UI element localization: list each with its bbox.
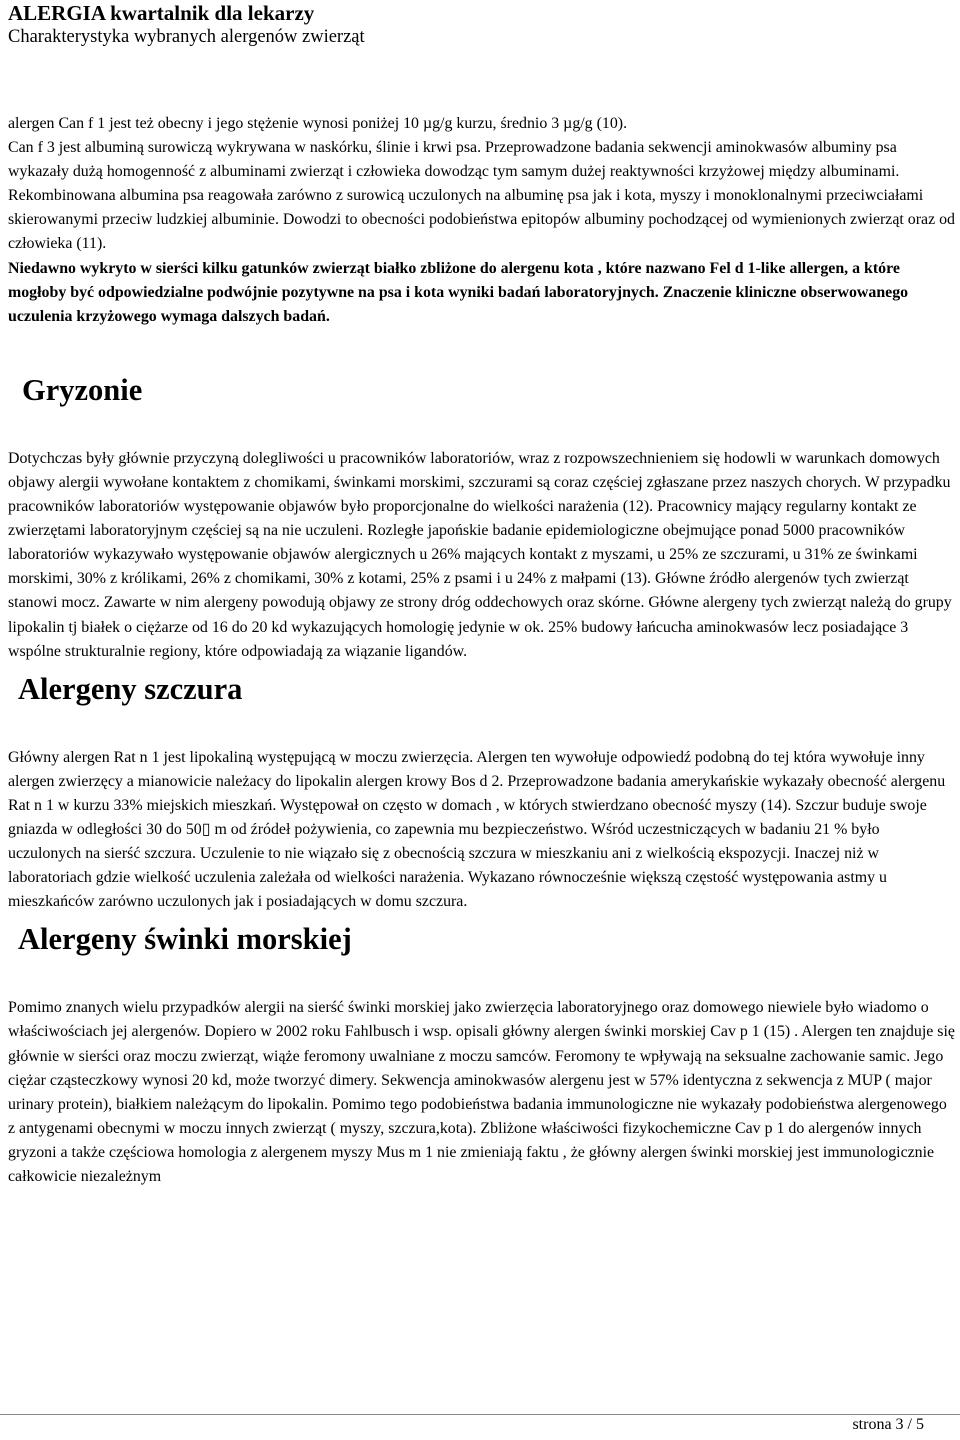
page-header — [8, 2, 952, 49]
heading-alergeny-swinki-morskiej: Alergeny świnki morskiej — [18, 922, 352, 957]
paragraph-alergeny-szczura: Główny alergen Rat n 1 jest lipokaliną występującą w moczu zwierzęcia. Alergen ten wywołuje odpowiedź podobną do tej która wywołuje inny alergen zwierzęcy a mianowicie należacy do lipokalin alergen krowy Bos d 2. Przeprowadzone badania amerykańskie wykazały obecność alergenu Rat n 1 w kurzu 33% miejskich mieszkań. Występował on często w domach , w których stwierdzano obecność myszy (14). Szczur buduje swoje gniazda w odległości 30 do 50▯ m od źródeł pożywienia, co zapewnia mu bezpieczeństwo. Wśród uczestniczących w badaniu 21 % było uczulonych na sierść szczura. Uczulenie to nie wiązało się z obecnością szczura w mieszkaniu ani z wielkością ekspozycji. Inaczej niż w laboratoriach gdzie wielkość uczulenia zależała od wielkości narażenia. Wykazano równocześnie większą częstość występowania astmy u mieszkańców zarówno uczulonych jak i posiadających w domu szczura. — [8, 748, 946, 911]
heading-gryzonie: Gryzonie — [22, 372, 143, 407]
paragraph-can-f-3: Can f 3 jest albuminą surowiczą wykrywana w naskórku, ślinie i krwi psa. Przeprowadzone badania sekwencji aminokwasów albuminy psa wykazały dużą homogenność z albuminami zwierząt i człowieka dowodząc tym samym dużej reaktywności krzyżowej między albuminami. Rekombinowana albumina psa reagowała zarówno z surowicą uczulonych na albuminę psa jak i kota, myszy i monoklonalnymi przeciwciałami skierowanymi przeciw ludzkiej albuminie. Dowodzi to obecności podobieństwa epitopów albuminy pochodzącej od wymienionych zwierząt oraz od człowieka (11). — [8, 139, 955, 253]
heading-alergeny-szczura: Alergeny szczura — [18, 671, 243, 706]
paragraph-fel-d-1-like: Niedawno wykryto w sierści kilku gatunków zwierząt białko zbliżone do alergenu kota , które nazwano Fel d 1-like allergen, a które mogłoby być odpowiedzialne podwójnie pozytywne na psa i kota wyniki badań laboratoryjnych. Znaczenie kliniczne obserwowanego uczulenia krzyżowego wymaga dalszych badań. — [8, 259, 909, 325]
paragraph-alergeny-swinki-morskiej: Pomimo znanych wielu przypadków alergii na sierść świnki morskiej jako zwierzęcia laboratoryjnego oraz domowego niewiele było wiadomo o właściwościach jej alergenów. Dopiero w 2002 roku Fahlbusch i wsp. opisali główny alergen świnki morskiej Cav p 1 (15) . Alergen ten znajduje się głównie w sierści oraz moczu zwierząt, wiąże feromony uwalniane z moczu samców. Feromony te wpływają na seksualne zachowanie samic. Jego ciężar cząsteczkowy wynosi 20 kd, może tworzyć dimery. Sekwencja aminokwasów alergenu jest w 57% identyczna z sekwencja z MUP ( major urinary protein), białkiem należącym do lipokalin. Pomimo tego podobieństwa badania immunologiczne nie wykazały podobieństwa alergenowego z antygenami obecnymi w moczu innych zwierząt ( myszy, szczura,kota). Zbliżone właściwości fizykochemiczne Cav p 1 do alergenów innych gryzoni a także częściowa homologia z alergenem myszy Mus m 1 nie zmieniają faktu , że główny alergen świnki morskiej jest immunologicznie całkowicie niezależnym — [8, 999, 955, 1185]
spacer — [8, 958, 955, 996]
paragraph-gryzonie: Dotychczas były głównie przyczyną dolegliwości u pracowników laboratoriów, wraz z rozpowszechnieniem się hodowli w warunkach domowych objawy alergii wywołane kontaktem z chomikami, świnkami morskimi, szczurami są coraz częściej zgłaszane przez naszych chorych. W przypadku pracowników laboratoriów występowanie objawów było proporcjonalne do wielkości narażenia (12). Pracownicy mający regularny kontakt ze zwierzętami laboratoryjnym częściej są na nie uczuleni. Rozległe japońskie badanie epidemiologiczne obejmujące ponad 5000 pracowników laboratoriów wykazywało występowanie objawów alergicznych u 26% mających kontakt z myszami, u 25% ze szczurami, u 31% ze świnkami morskimi, 30% z królikami, 26% z chomikami, 30% z kotami, 25% z psami i u 24% z małpami (13). Główne źródło alergenów tych zwierząt stanowi mocz. Zawarte w nim alergeny powodują objawy ze strony dróg oddechowych oraz skórne. Główne alergeny tych zwierząt należą do grupy lipokalin tj białek o ciężarze od 16 do 20 kd wykazujących homologię jedynie w ok. 25% budowy łańcucha aminokwasów lecz posiadające 3 wspólne strukturalnie regiony, które odpowiadają za wiązanie ligandów. — [8, 449, 952, 660]
journal-title: ALERGIA kwartalnik dla lekarzy — [8, 1, 315, 25]
paragraph-can-f-1-end: alergen Can f 1 jest też obecny i jego stężenie wynosi poniżej 10 µg/g kurzu, średnio 3 µg/g (10). — [8, 115, 628, 132]
spacer — [8, 409, 955, 447]
spacer — [8, 708, 955, 746]
article-title: Charakterystyka wybranych alergenów zwierząt — [8, 27, 365, 47]
footer-rule — [0, 1414, 960, 1415]
article-body — [8, 112, 955, 1189]
page-number: strona 3 / 5 — [852, 1416, 924, 1433]
